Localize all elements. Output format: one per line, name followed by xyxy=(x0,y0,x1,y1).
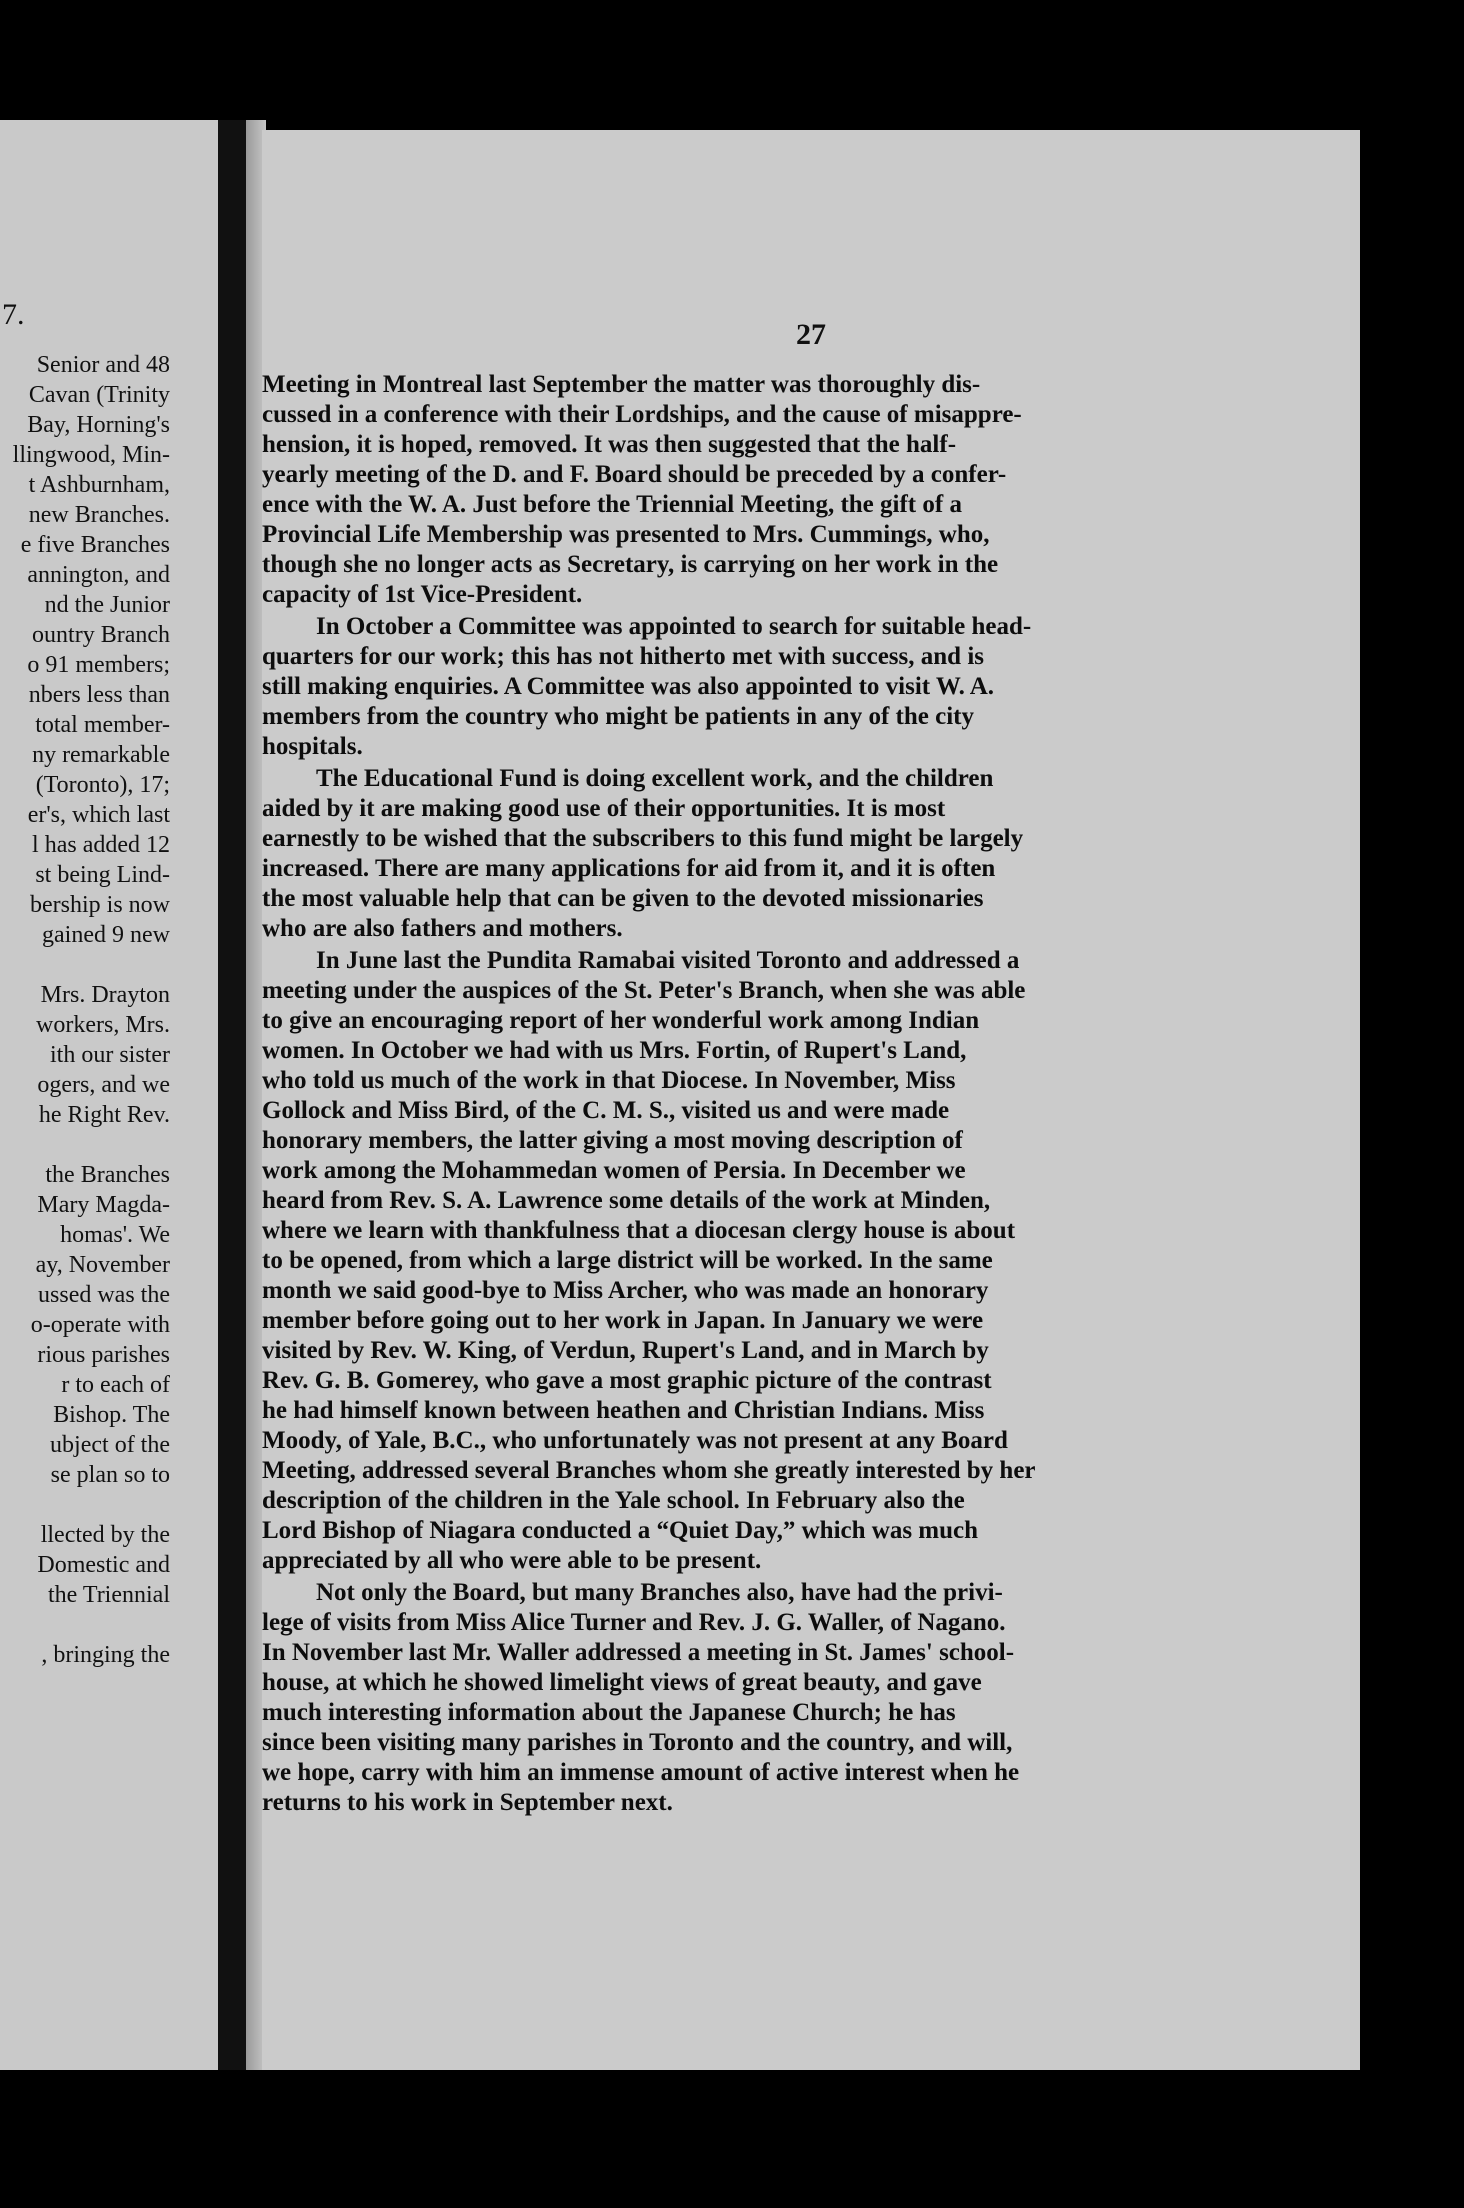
previous-page-line: ogers, and we xyxy=(37,1072,170,1098)
previous-page-line: nd the Junior xyxy=(44,592,170,618)
text-line: still making enquiries. A Committee was also appointed to visit W. A. xyxy=(262,673,995,700)
text-line: month we said good-bye to Miss Archer, who was made an honorary xyxy=(262,1277,989,1304)
previous-page-line: o-operate with xyxy=(30,1312,170,1338)
text-line: to give an encouraging report of her wonderful work among Indian xyxy=(262,1007,980,1034)
text-line: honorary members, the latter giving a most moving description of xyxy=(262,1127,963,1154)
text-line: visited by Rev. W. King, of Verdun, Rupert's Land, and in March by xyxy=(262,1337,989,1364)
previous-page-line: er's, which last xyxy=(27,802,170,828)
text-line: where we learn with thankfulness that a diocesan clergy house is about xyxy=(262,1217,1016,1244)
previous-page-line: o 91 members; xyxy=(27,652,170,678)
text-line: Moody, of Yale, B.C., who unfortunately was not present at any Board xyxy=(262,1427,1008,1454)
previous-page-line: ubject of the xyxy=(50,1432,170,1458)
previous-page-line: he Right Rev. xyxy=(38,1102,170,1128)
previous-page-line: Domestic and xyxy=(37,1552,170,1578)
previous-page-line: se plan so to xyxy=(50,1462,170,1488)
text-line: Not only the Board, but many Branches also, have had the privi- xyxy=(316,1579,1003,1606)
current-page xyxy=(262,130,1360,2070)
text-line: quarters for our work; this has not hitherto met with success, and is xyxy=(262,643,984,670)
previous-page-line: the Branches xyxy=(45,1162,170,1188)
previous-page-line: bership is now xyxy=(30,892,170,918)
text-line: hospitals. xyxy=(262,733,363,760)
text-line: lege of visits from Miss Alice Turner and Rev. J. G. Waller, of Nagano. xyxy=(262,1609,1006,1636)
previous-page-line: nbers less than xyxy=(28,682,170,708)
previous-page-line: e five Branches xyxy=(20,532,170,558)
text-line: who are also fathers and mothers. xyxy=(262,915,623,942)
text-line: In June last the Pundita Ramabai visited Toronto and addressed a xyxy=(316,947,1020,974)
text-line: Meeting, addressed several Branches whom she greatly interested by her xyxy=(262,1457,1036,1484)
text-line: since been visiting many parishes in Toronto and the country, and will, xyxy=(262,1729,1013,1756)
text-line: Provincial Life Membership was presented to Mrs. Cummings, who, xyxy=(262,521,990,548)
previous-page-line: Bay, Horning's xyxy=(27,412,170,438)
previous-page-line: llingwood, Min- xyxy=(12,442,170,468)
previous-page-line: Bishop. The xyxy=(53,1402,170,1428)
text-line: yearly meeting of the D. and F. Board should be preceded by a confer- xyxy=(262,461,1007,488)
text-line: Meeting in Montreal last September the matter was thoroughly dis- xyxy=(262,371,981,398)
previous-page-line: ny remarkable xyxy=(32,742,170,768)
text-line: returns to his work in September next. xyxy=(262,1789,673,1816)
text-line: members from the country who might be patients in any of the city xyxy=(262,703,974,730)
previous-page-line: total member- xyxy=(35,712,170,738)
text-line: meeting under the auspices of the St. Peter's Branch, when she was able xyxy=(262,977,1026,1004)
text-line: ence with the W. A. Just before the Triennial Meeting, the gift of a xyxy=(262,491,962,518)
previous-page-line: Cavan (Trinity xyxy=(28,382,170,408)
text-line: the most valuable help that can be given to the devoted missionaries xyxy=(262,885,984,912)
previous-page-line: homas'. We xyxy=(60,1222,170,1248)
previous-page-line: t Ashburnham, xyxy=(28,472,170,498)
text-line: appreciated by all who were able to be present. xyxy=(262,1547,762,1574)
previous-page-line: , bringing the xyxy=(41,1642,170,1668)
previous-page-line: rious parishes xyxy=(37,1342,170,1368)
previous-page-line: Mrs. Drayton xyxy=(40,982,170,1008)
page-number: 27 xyxy=(796,318,826,351)
text-line: heard from Rev. S. A. Lawrence some details of the work at Minden, xyxy=(262,1187,991,1214)
previous-page-line: workers, Mrs. xyxy=(36,1012,170,1038)
book-gutter xyxy=(218,120,246,2070)
text-line: Lord Bishop of Niagara conducted a “Quiet Day,” which was much xyxy=(262,1517,979,1544)
previous-page-line: ay, November xyxy=(35,1252,170,1278)
text-line: The Educational Fund is doing excellent work, and the children xyxy=(316,765,994,792)
text-line: aided by it are making good use of their opportunities. It is most xyxy=(262,795,946,822)
previous-page-line: Mary Magda- xyxy=(37,1192,170,1218)
text-line: to be opened, from which a large district will be worked. In the same xyxy=(262,1247,993,1274)
text-line: Gollock and Miss Bird, of the C. M. S., visited us and were made xyxy=(262,1097,950,1124)
text-line: who told us much of the work in that Diocese. In November, Miss xyxy=(262,1067,956,1094)
text-line: he had himself known between heathen and Christian Indians. Miss xyxy=(262,1397,985,1424)
text-line: In October a Committee was appointed to search for suitable head- xyxy=(316,613,1032,640)
previous-page-line: the Triennial xyxy=(47,1582,170,1608)
text-line: Rev. G. B. Gomerey, who gave a most graphic picture of the contrast xyxy=(262,1367,992,1394)
text-line: In November last Mr. Waller addressed a meeting in St. James' school- xyxy=(262,1639,1015,1666)
previous-page-line: Senior and 48 xyxy=(36,352,170,378)
text-line: hension, it is hoped, removed. It was then suggested that the half- xyxy=(262,431,957,458)
previous-page-line: 7. xyxy=(2,298,25,331)
previous-page-line: new Branches. xyxy=(28,502,170,528)
text-line: work among the Mohammedan women of Persia. In December we xyxy=(262,1157,966,1184)
previous-page-line: ussed was the xyxy=(38,1282,170,1308)
text-line: earnestly to be wished that the subscribers to this fund might be largely xyxy=(262,825,1024,852)
previous-page-line: r to each of xyxy=(61,1372,170,1398)
previous-page-line: gained 9 new xyxy=(42,922,170,948)
text-line: description of the children in the Yale school. In February also the xyxy=(262,1487,965,1514)
text-line: though she no longer acts as Secretary, is carrying on her work in the xyxy=(262,551,999,578)
text-line: we hope, carry with him an immense amount of active interest when he xyxy=(262,1759,1020,1786)
previous-page-line: (Toronto), 17; xyxy=(35,772,170,798)
text-line: increased. There are many applications for aid from it, and it is often xyxy=(262,855,996,882)
previous-page-line: st being Lind- xyxy=(35,862,170,888)
previous-page-line: ith our sister xyxy=(50,1042,170,1068)
previous-page-line: annington, and xyxy=(27,562,170,588)
text-line: women. In October we had with us Mrs. Fortin, of Rupert's Land, xyxy=(262,1037,967,1064)
text-line: much interesting information about the Japanese Church; he has xyxy=(262,1699,956,1726)
previous-page-fragment xyxy=(0,120,218,2070)
previous-page-line: llected by the xyxy=(40,1522,170,1548)
previous-page-line: l has added 12 xyxy=(32,832,170,858)
text-line: house, at which he showed limelight views of great beauty, and gave xyxy=(262,1669,982,1696)
previous-page-line: ountry Branch xyxy=(32,622,170,648)
text-line: cussed in a conference with their Lordships, and the cause of misappre- xyxy=(262,401,1022,428)
text-line: capacity of 1st Vice-President. xyxy=(262,581,583,608)
text-line: member before going out to her work in Japan. In January we were xyxy=(262,1307,984,1334)
